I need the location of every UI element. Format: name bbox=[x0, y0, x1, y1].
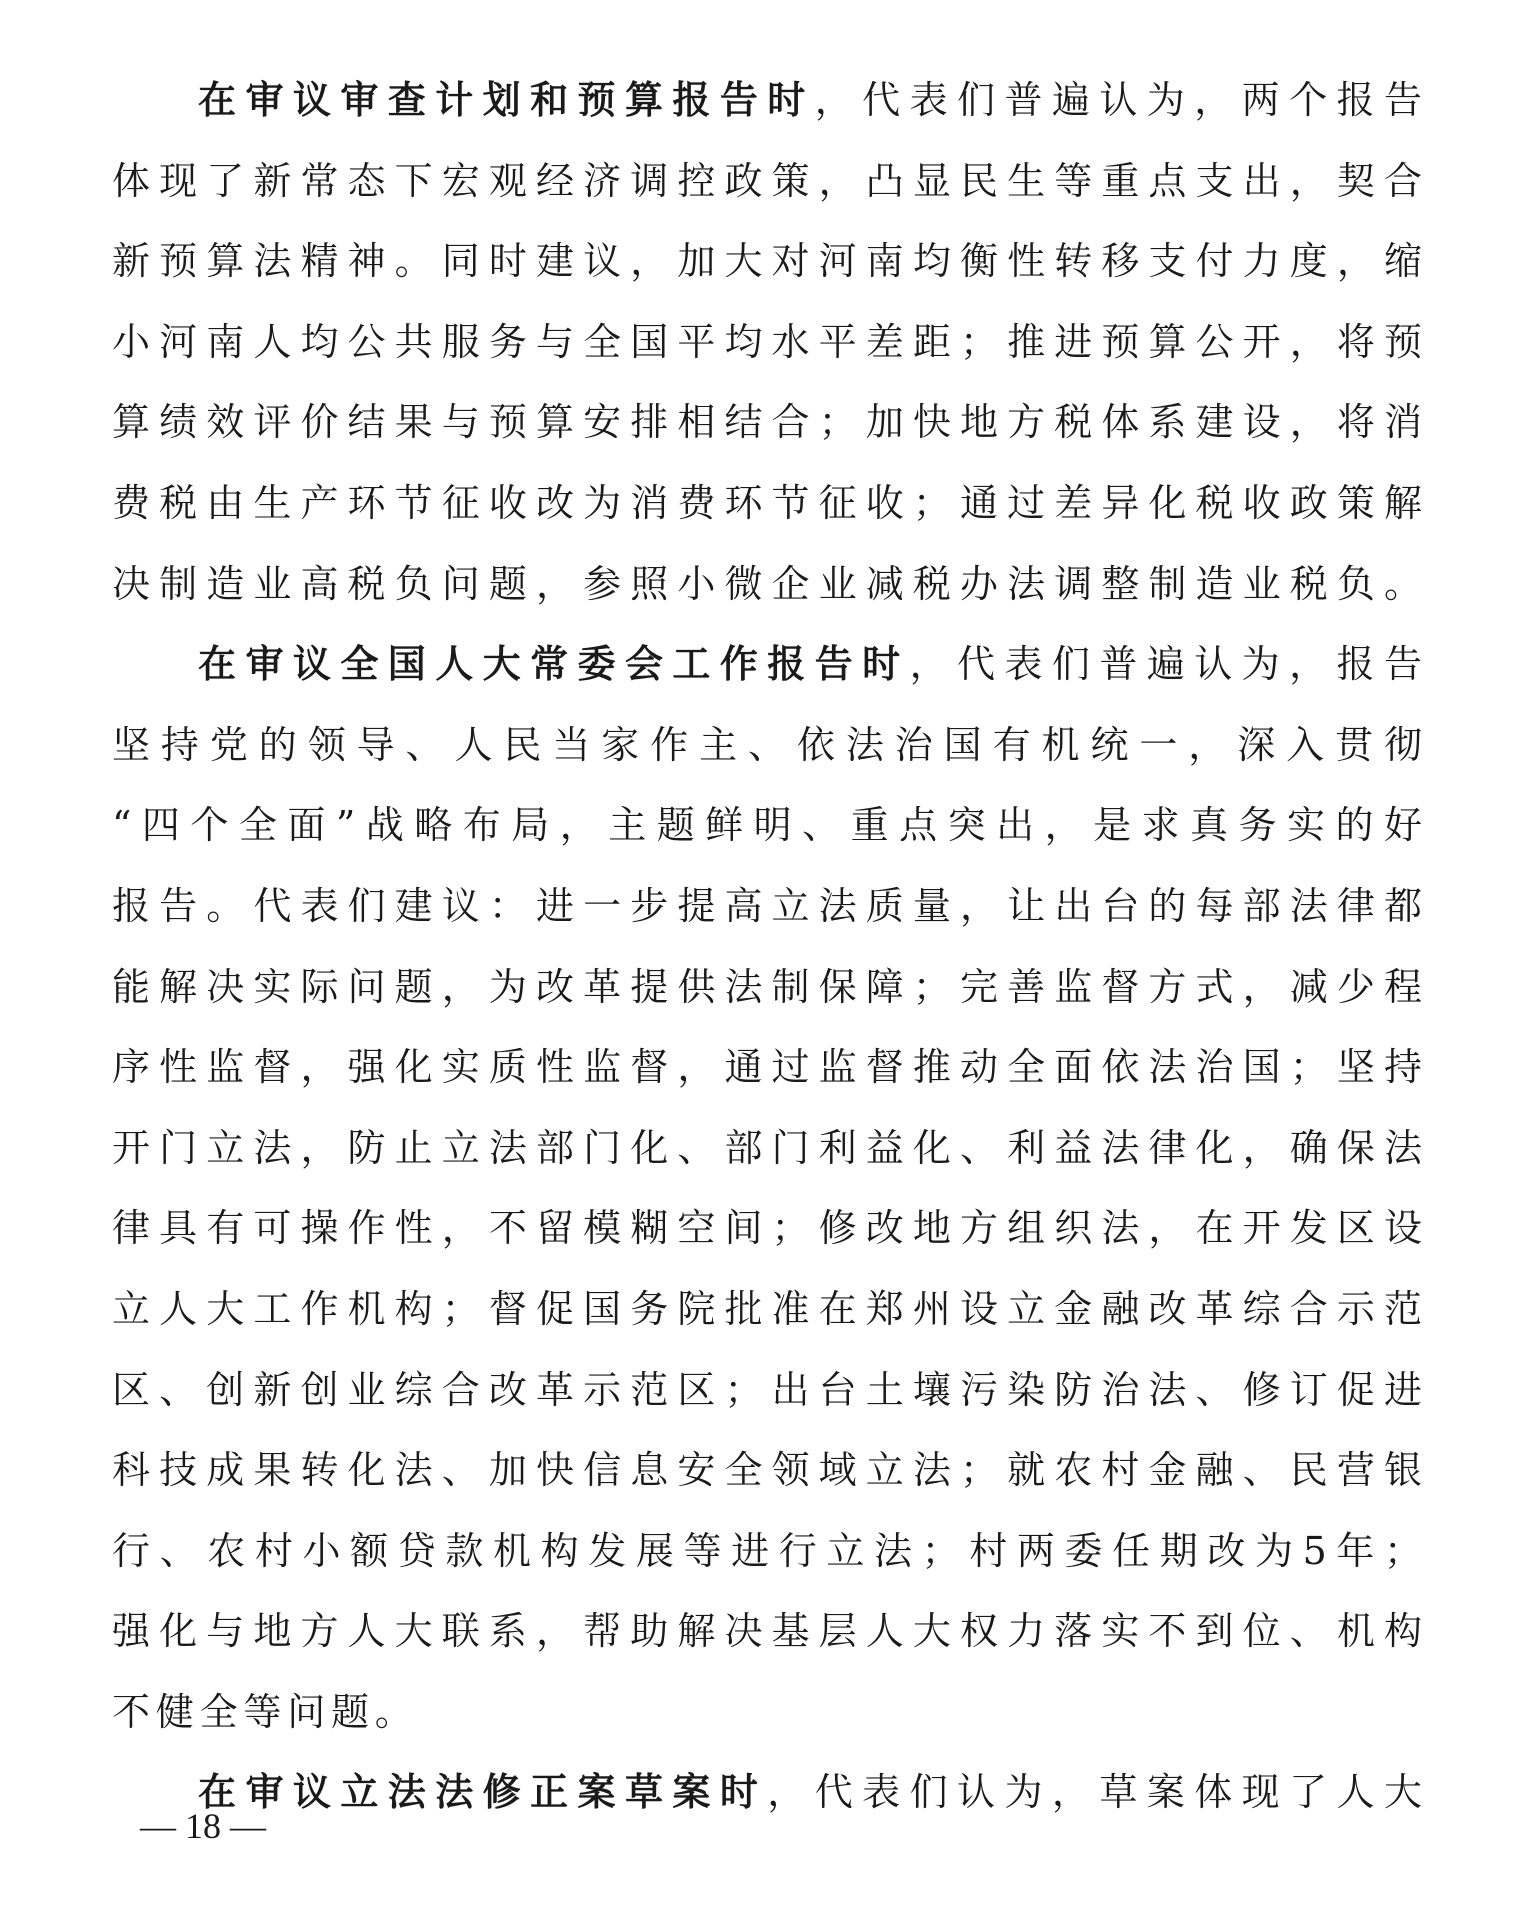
paragraph-1-line-4: 小河南人均公共服务与全国平均水平差距；推进预算公开，将预 bbox=[112, 319, 1422, 364]
paragraph-2-line-14: 不健全等问题。 bbox=[112, 1689, 419, 1734]
paragraph-1-line-5: 算绩效评价结果与预算安排相结合；加快地方税体系建设，将消 bbox=[112, 400, 1422, 445]
paragraph-2-line-1 bbox=[112, 624, 1422, 705]
paragraph-2-line-2: 坚持党的领导、人民当家作主、依法治国有机统一，深入贯彻 bbox=[112, 722, 1422, 767]
paragraph-2-line-12: 行、农村小额贷款机构发展等进行立法；村两委任期改为5年； bbox=[112, 1528, 1422, 1573]
paragraph-1-line-7: 决制造业高税负问题，参照小微企业减税办法调整制造业税负。 bbox=[112, 561, 1422, 606]
paragraph-2-line-5: 能解决实际问题，为改革提供法制保障；完善监督方式，减少程 bbox=[112, 964, 1422, 1009]
paragraph-2-line-7: 开门立法，防止立法部门化、部门利益化、利益法律化，确保法 bbox=[112, 1125, 1422, 1170]
paragraph-2-line-9: 立人大工作机构；督促国务院批准在郑州设立金融改革综合示范 bbox=[112, 1286, 1422, 1331]
paragraph-2-lead: 在审议全国人大常委会工作报告时 bbox=[198, 641, 910, 687]
paragraph-2-line-1-text: ，代表们普遍认为，报告 bbox=[909, 642, 1422, 687]
document-page bbox=[112, 60, 1422, 1833]
paragraph-3-lead: 在审议立法法修正案草案时 bbox=[198, 1769, 768, 1815]
paragraph-3-line-1-text: ，代表们认为，草案体现了人大 bbox=[767, 1770, 1422, 1815]
paragraph-1-line-1-text: ，代表们普遍认为，两个报告 bbox=[814, 78, 1422, 122]
paragraph-2-line-13: 强化与地方人大联系，帮助解决基层人大权力落实不到位、机构 bbox=[112, 1609, 1422, 1654]
paragraph-2-line-10: 区、创新创业综合改革示范区；出台土壤污染防治法、修订促进 bbox=[112, 1367, 1422, 1412]
paragraph-2-line-6: 序性监督，强化实质性监督，通过监督推动全面依法治国；坚持 bbox=[112, 1045, 1422, 1090]
paragraph-2-line-11: 科技成果转化法、加快信息安全领域立法；就农村金融、民营银 bbox=[112, 1448, 1422, 1493]
page-number: — 18 — bbox=[140, 1806, 266, 1846]
paragraph-2-line-3: “四个全面”战略布局，主题鲜明、重点突出，是求真务实的好 bbox=[112, 803, 1422, 848]
paragraph-2-line-4: 报告。代表们建议：进一步提高立法质量，让出台的每部法律都 bbox=[112, 883, 1422, 928]
paragraph-1-line-1 bbox=[112, 60, 1422, 141]
paragraph-1-line-2: 体现了新常态下宏观经济调控政策，凸显民生等重点支出，契合 bbox=[112, 158, 1422, 203]
paragraph-1-lead: 在审议审查计划和预算报告时 bbox=[198, 77, 815, 122]
paragraph-3-line-1 bbox=[112, 1752, 1422, 1833]
paragraph-1-line-3: 新预算法精神。同时建议，加大对河南均衡性转移支付力度，缩 bbox=[112, 239, 1422, 284]
paragraph-1-line-6: 费税由生产环节征收改为消费环节征收；通过差异化税收政策解 bbox=[112, 480, 1422, 525]
paragraph-2-line-8: 律具有可操作性，不留模糊空间；修改地方组织法，在开发区设 bbox=[112, 1206, 1422, 1251]
